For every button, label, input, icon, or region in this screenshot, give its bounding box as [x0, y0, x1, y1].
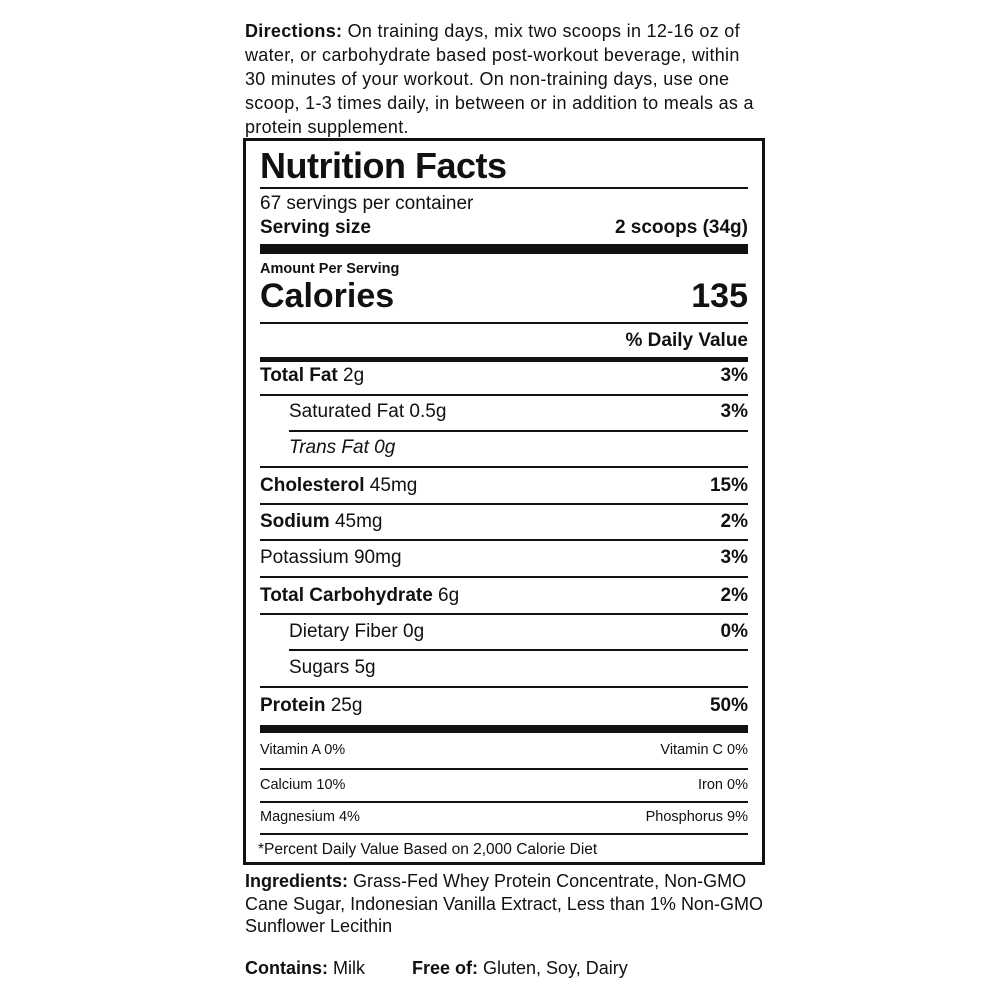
vitamin-left: Magnesium 4%: [260, 809, 360, 825]
nutrient-row: [260, 511, 748, 533]
calories-value: 135: [691, 277, 748, 315]
nutrient-amount: 2g: [337, 365, 365, 386]
nutrient-row: [260, 585, 748, 607]
thick-divider: [260, 244, 748, 254]
nutrient-dv: 3%: [720, 401, 748, 422]
servings-per-container: 67 servings per container: [260, 193, 474, 214]
amount-per-serving-label: Amount Per Serving: [260, 261, 400, 277]
nutrient-name: Cholesterol: [260, 475, 365, 496]
ingredients-text: [245, 870, 765, 938]
contains-text: [245, 958, 365, 979]
divider: [260, 613, 748, 615]
divider: [289, 649, 748, 651]
divider: [260, 539, 748, 541]
divider: [289, 430, 748, 432]
vitamin-right: Iron 0%: [698, 777, 748, 793]
nutrient-dv: 0%: [720, 621, 748, 642]
serving-size-value: 2 scoops (34g): [614, 217, 748, 238]
divider: [260, 686, 748, 688]
divider: [260, 833, 748, 835]
directions-body: On training days, mix two scoops in 12-16 oz of water, or carbohydrate based post-workout beverage, within 30 minutes of your workout. On non-training days, use one scoop, 1-3 times daily, in between or in addition to meals as a protein supplement.: [245, 21, 754, 137]
footnote: *Percent Daily Value Based on 2,000 Calorie Diet: [258, 841, 598, 858]
amount-per-serving: [260, 261, 748, 277]
vitamin-right: Vitamin C 0%: [660, 742, 748, 758]
nutrient-name: Potassium 90mg: [260, 547, 402, 568]
nutrient-row: [260, 365, 748, 387]
ingredients-body: Grass-Fed Whey Protein Concentrate, Non-GMO Cane Sugar, Indonesian Vanilla Extract, Less than 1% Non-GMO Sunflower Lecithin: [245, 871, 763, 936]
divider: [260, 394, 748, 396]
nutrient-name: Sugars 5g: [289, 657, 376, 678]
vitamin-row: [260, 809, 748, 825]
daily-value-label: % Daily Value: [625, 330, 748, 351]
medium-divider: [260, 357, 748, 362]
divider: [260, 466, 748, 468]
nutrient-amount: 25g: [325, 695, 363, 716]
vitamin-left: Calcium 10%: [260, 777, 346, 793]
nutrient-name: Total Fat: [260, 365, 338, 386]
contains-body: Milk: [328, 958, 365, 978]
free-of-body: Gluten, Soy, Dairy: [478, 958, 628, 978]
nutrient-row: [260, 547, 748, 569]
nutrient-name: Total Carbohydrate: [260, 585, 433, 606]
nutrient-row: [260, 657, 748, 679]
vitamin-row: [260, 742, 748, 758]
thick-divider: [260, 725, 748, 733]
calories-label: Calories: [260, 277, 395, 315]
nutrient-dv: 3%: [720, 547, 748, 568]
calories-row: [260, 277, 748, 316]
directions-label: Directions:: [245, 21, 343, 41]
divider: [260, 322, 748, 324]
nutrient-row: [260, 475, 748, 497]
divider: [260, 801, 748, 803]
nutrient-name: Protein: [260, 695, 326, 716]
divider: [260, 503, 748, 505]
vitamin-row: [260, 777, 748, 793]
nutrient-name: Sodium: [260, 511, 330, 532]
servings-row: [260, 193, 748, 215]
footnote-row: [258, 841, 748, 859]
nutrient-amount: 6g: [432, 585, 460, 606]
serving-size-row: [260, 217, 748, 239]
nutrient-row: [260, 621, 748, 643]
nutrient-row: [260, 401, 748, 423]
ingredients-label: Ingredients:: [245, 871, 349, 891]
vitamin-right: Phosphorus 9%: [645, 809, 748, 825]
nutrient-amount: 45mg: [364, 475, 418, 496]
directions-text: [245, 19, 765, 139]
daily-value-header: [260, 330, 748, 352]
divider: [260, 768, 748, 770]
free-of-label: Free of:: [412, 958, 479, 978]
nutrient-amount: 45mg: [329, 511, 383, 532]
nutrient-dv: 50%: [709, 695, 748, 716]
nutrient-dv: 15%: [709, 475, 748, 496]
contains-label: Contains:: [245, 958, 328, 978]
nutrient-row: [260, 695, 748, 717]
serving-size-label: Serving size: [260, 217, 371, 238]
nutrition-facts-panel: [243, 138, 765, 865]
vitamin-left: Vitamin A 0%: [260, 742, 346, 758]
nutrient-dv: 3%: [720, 365, 748, 386]
divider: [260, 187, 748, 189]
nutrient-dv: 2%: [720, 511, 748, 532]
nutrient-row: [260, 437, 748, 459]
panel-title: Nutrition Facts: [260, 145, 507, 186]
free-of-text: [412, 958, 628, 979]
nutrient-dv: 2%: [720, 585, 748, 606]
divider: [260, 576, 748, 578]
nutrient-name: Trans Fat 0g: [289, 437, 396, 458]
nutrient-name: Dietary Fiber 0g: [289, 621, 425, 642]
nutrient-name: Saturated Fat 0.5g: [289, 401, 447, 422]
